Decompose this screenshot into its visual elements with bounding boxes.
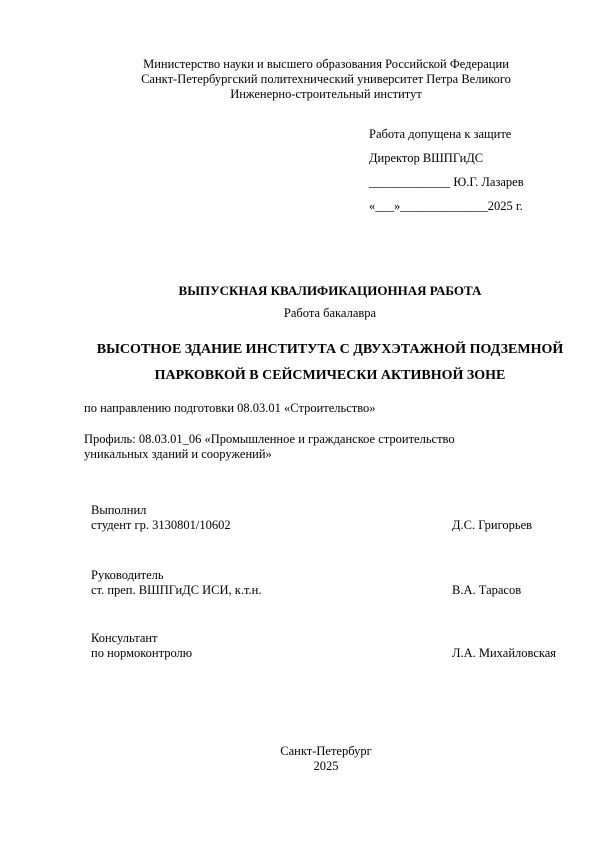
approval-date-line: «___»______________2025 г.: [369, 199, 523, 213]
signature-role: Руководитель: [91, 568, 164, 582]
work-title: [0, 337, 595, 389]
organization-header: [0, 57, 595, 102]
institute-name: Инженерно-строительный институт: [230, 87, 422, 101]
study-direction: по направлению подготовки 08.03.01 «Строительство»: [84, 401, 376, 415]
profile-line-1: Профиль: 08.03.01_06 «Промышленное и гражданское строительство: [84, 432, 455, 446]
signature-role: Выполнил: [91, 503, 147, 517]
signature-supervisor: [91, 568, 571, 598]
document-subtype: Работа бакалавра: [283, 306, 377, 320]
study-profile: [84, 432, 455, 462]
university-name: Санкт-Петербургский политехнический университет Петра Великого: [141, 72, 511, 86]
signature-name: Л.А. Михайловская: [452, 646, 557, 660]
signature-position: студент гр. 3130801/10602: [91, 518, 231, 532]
place-and-year: [0, 744, 595, 774]
director-signature-line: _____________ Ю.Г. Лазарев: [369, 175, 524, 189]
signature-consultant: [91, 631, 571, 661]
document-type-title: ВЫПУСКНАЯ КВАЛИФИКАЦИОННАЯ РАБОТА: [178, 283, 482, 298]
profile-line-2: уникальных зданий и сооружений»: [84, 447, 272, 461]
ministry-name: Министерство науки и высшего образования Российской Федерации: [143, 57, 509, 71]
signature-position: ст. преп. ВШПГиДС ИСИ, к.т.н.: [91, 583, 262, 597]
signature-name: В.А. Тарасов: [452, 583, 522, 597]
work-title-line-2: ПАРКОВКОЙ В СЕЙСМИЧЕСКИ АКТИВНОЙ ЗОНЕ: [154, 368, 506, 383]
year: 2025: [313, 759, 339, 773]
admitted-text: Работа допущена к защите: [369, 127, 512, 141]
approval-block: [369, 122, 524, 218]
work-title-line-1: ВЫСОТНОЕ ЗДАНИЕ ИНСТИТУТА С ДВУХЭТАЖНОЙ ПОДЗЕМНОЙ: [96, 342, 564, 357]
signature-student: [91, 503, 571, 533]
director-title: Директор ВШПГиДС: [369, 151, 484, 165]
city: Санкт-Петербург: [280, 744, 372, 758]
signature-role: Консультант: [91, 631, 158, 645]
signature-name: Д.С. Григорьев: [452, 518, 533, 532]
signature-position: по нормоконтролю: [91, 646, 193, 660]
